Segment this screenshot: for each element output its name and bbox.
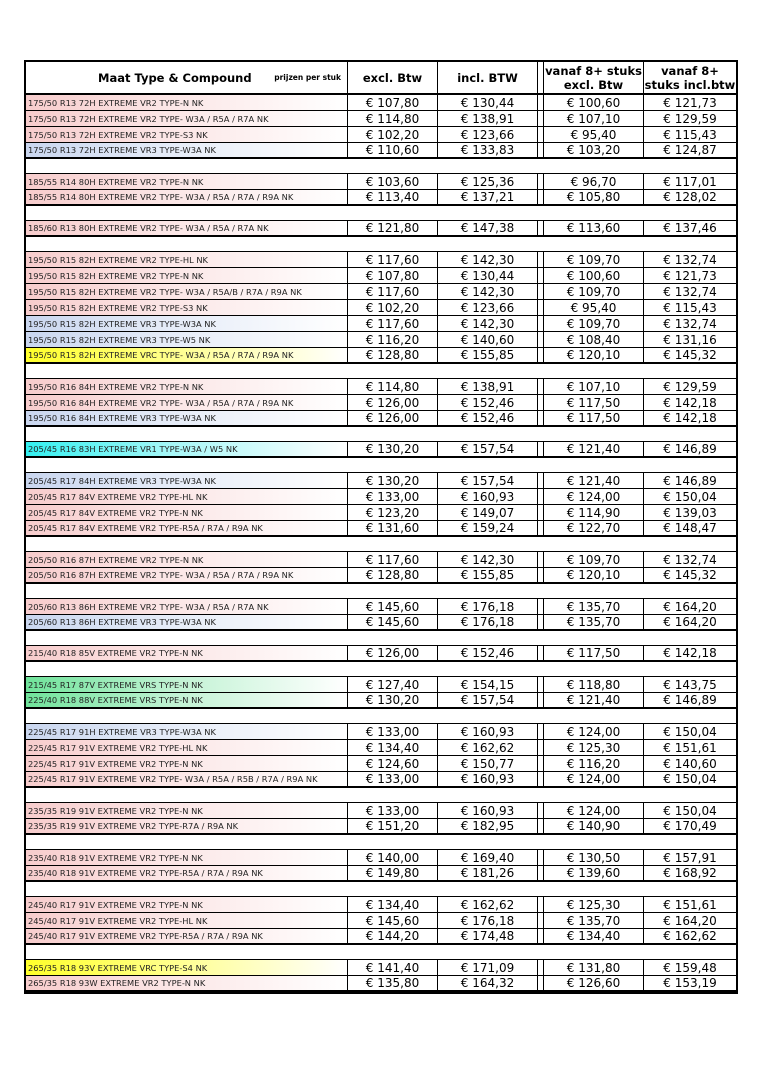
price-bulk-incl: € 129,59 (663, 111, 717, 126)
tyre-description: 225/45 R17 91V EXTREME VR2 TYPE-HL NK (26, 740, 348, 755)
tyre-description: 225/45 R17 91H EXTREME VR3 TYPE-W3A NK (26, 724, 348, 739)
tyre-description: 245/40 R17 91V EXTREME VR2 TYPE-HL NK (26, 913, 348, 928)
group-separator (26, 364, 736, 379)
price-bulk-incl: € 142,18 (663, 395, 717, 410)
price-excl-btw: € 124,60 (348, 756, 438, 771)
price-incl-btw: € 176,18 (438, 913, 538, 928)
price-excl-btw: € 145,60 (348, 615, 438, 629)
price-bulk-excl: € 107,10 (544, 111, 644, 126)
price-incl-btw: € 123,66 (438, 127, 538, 142)
tyre-description: 205/45 R16 83H EXTREME VR1 TYPE-W3A / W5 NK (26, 442, 348, 456)
price-incl-btw: € 169,40 (438, 850, 538, 865)
table-row (26, 316, 736, 332)
price-bulk-excl: € 121,40 (544, 442, 644, 456)
table-row (26, 268, 736, 284)
price-bulk-incl: € 150,04 (663, 489, 717, 504)
header-type-label: Maat Type & Compound (98, 70, 252, 85)
table-row (26, 221, 736, 237)
price-incl-btw: € 142,30 (438, 252, 538, 267)
tyre-description: 235/35 R19 91V EXTREME VR2 TYPE-R7A / R9A NK (26, 819, 348, 833)
price-excl-btw: € 102,20 (348, 300, 438, 315)
tyre-description: 195/50 R15 82H EXTREME VR2 TYPE-N NK (26, 268, 348, 283)
price-excl-btw: € 102,20 (348, 127, 438, 142)
table-row (26, 960, 736, 976)
price-incl-btw: € 152,46 (438, 411, 538, 425)
table-row (26, 646, 736, 662)
price-excl-btw: € 107,80 (348, 268, 438, 283)
price-excl-btw: € 117,60 (348, 284, 438, 299)
price-excl-btw: € 128,80 (348, 568, 438, 582)
price-bulk-incl: € 132,74 (663, 284, 717, 299)
price-bulk-incl: € 128,02 (663, 190, 717, 204)
price-incl-btw: € 142,30 (438, 316, 538, 331)
price-excl-btw: € 117,60 (348, 252, 438, 267)
tyre-description: 205/50 R16 87H EXTREME VR2 TYPE- W3A / R5A / R7A / R9A NK (26, 568, 348, 582)
price-bulk-excl: € 108,40 (544, 332, 644, 347)
price-bulk-incl: € 157,91 (663, 850, 717, 865)
table-row (26, 379, 736, 395)
price-incl-btw: € 160,93 (438, 803, 538, 818)
price-excl-btw: € 121,80 (348, 221, 438, 235)
price-bulk-excl: € 117,50 (544, 646, 644, 660)
table-row (26, 850, 736, 866)
price-incl-btw: € 157,54 (438, 473, 538, 488)
price-excl-btw: € 135,80 (348, 976, 438, 990)
price-bulk-excl: € 139,60 (544, 866, 644, 880)
tyre-description: 175/50 R13 72H EXTREME VR2 TYPE- W3A / R5A / R7A NK (26, 111, 348, 126)
tyre-description: 225/40 R18 88V EXTREME VRS TYPE-N NK (26, 693, 348, 707)
price-bulk-incl: € 164,20 (663, 615, 717, 629)
price-bulk-excl: € 140,90 (544, 819, 644, 833)
price-excl-btw: € 145,60 (348, 599, 438, 614)
price-bulk-excl: € 109,70 (544, 284, 644, 299)
table-row (26, 929, 736, 945)
price-bulk-excl: € 117,50 (544, 411, 644, 425)
tyre-description: 245/40 R17 91V EXTREME VR2 TYPE-R5A / R7A / R9A NK (26, 929, 348, 943)
table-row (26, 111, 736, 127)
price-incl-btw: € 147,38 (438, 221, 538, 235)
price-bulk-incl: € 132,74 (663, 552, 717, 567)
tyre-description: 225/45 R17 91V EXTREME VR2 TYPE- W3A / R5A / R5B / R7A / R9A NK (26, 772, 348, 786)
price-bulk-excl: € 124,00 (544, 489, 644, 504)
price-bulk-incl: € 148,47 (663, 521, 717, 535)
price-excl-btw: € 113,40 (348, 190, 438, 204)
price-bulk-incl: € 151,61 (663, 740, 717, 755)
tyre-description: 195/50 R15 82H EXTREME VR3 TYPE-W3A NK (26, 316, 348, 331)
group-separator (26, 709, 736, 724)
price-bulk-excl: € 126,60 (544, 976, 644, 990)
price-bulk-incl: € 153,19 (663, 976, 717, 990)
group-separator (26, 662, 736, 677)
price-incl-btw: € 157,54 (438, 693, 538, 707)
price-bulk-incl: € 150,04 (663, 772, 717, 786)
price-bulk-excl: € 120,10 (544, 348, 644, 362)
price-excl-btw: € 133,00 (348, 803, 438, 818)
price-excl-btw: € 140,00 (348, 850, 438, 865)
table-row (26, 190, 736, 206)
tyre-description: 185/55 R14 80H EXTREME VR2 TYPE- W3A / R5A / R7A / R9A NK (26, 190, 348, 204)
group-separator (26, 945, 736, 960)
price-bulk-incl: € 140,60 (663, 756, 717, 771)
price-excl-btw: € 131,60 (348, 521, 438, 535)
table-row (26, 724, 736, 740)
price-excl-btw: € 134,40 (348, 897, 438, 912)
price-incl-btw: € 138,91 (438, 111, 538, 126)
price-incl-btw: € 176,18 (438, 599, 538, 614)
group-separator (26, 584, 736, 599)
price-bulk-incl: € 170,49 (663, 819, 717, 833)
price-incl-btw: € 123,66 (438, 300, 538, 315)
price-bulk-incl: € 145,32 (663, 348, 717, 362)
tyre-description: 245/40 R17 91V EXTREME VR2 TYPE-N NK (26, 897, 348, 912)
price-excl-btw: € 127,40 (348, 677, 438, 692)
tyre-description: 235/40 R18 91V EXTREME VR2 TYPE-R5A / R7A / R9A NK (26, 866, 348, 880)
price-incl-btw: € 160,93 (438, 772, 538, 786)
table-row (26, 411, 736, 427)
header-price-note: prijzen per stuk (274, 73, 341, 82)
price-bulk-incl: € 142,18 (663, 411, 717, 425)
table-row (26, 143, 736, 159)
tyre-description: 195/50 R15 82H EXTREME VR2 TYPE- W3A / R5A/B / R7A / R9A NK (26, 284, 348, 299)
price-bulk-excl: € 121,40 (544, 693, 644, 707)
table-row (26, 913, 736, 929)
table-row (26, 174, 736, 190)
tyre-description: 265/35 R18 93W EXTREME VR2 TYPE-N NK (26, 976, 348, 990)
table-row (26, 740, 736, 756)
price-excl-btw: € 126,00 (348, 395, 438, 410)
table-row (26, 819, 736, 835)
price-bulk-incl: € 150,04 (663, 724, 717, 739)
price-bulk-excl: € 134,40 (544, 929, 644, 943)
price-incl-btw: € 174,48 (438, 929, 538, 943)
group-separator (26, 882, 736, 897)
table-row (26, 677, 736, 693)
price-excl-btw: € 126,00 (348, 646, 438, 660)
table-row (26, 300, 736, 316)
price-bulk-excl: € 116,20 (544, 756, 644, 771)
table-row (26, 866, 736, 882)
price-bulk-excl: € 109,70 (544, 252, 644, 267)
price-bulk-excl: € 125,30 (544, 897, 644, 912)
tyre-description: 195/50 R15 82H EXTREME VRC TYPE- W3A / R5A / R7A / R9A NK (26, 348, 348, 362)
price-bulk-excl: € 100,60 (544, 95, 644, 110)
price-incl-btw: € 154,15 (438, 677, 538, 692)
price-bulk-incl: € 162,62 (663, 929, 717, 943)
table-row (26, 332, 736, 348)
price-bulk-excl: € 118,80 (544, 677, 644, 692)
price-incl-btw: € 130,44 (438, 268, 538, 283)
group-separator (26, 631, 736, 646)
price-bulk-excl: € 121,40 (544, 473, 644, 488)
price-excl-btw: € 126,00 (348, 411, 438, 425)
price-bulk-excl: € 95,40 (544, 127, 644, 142)
tyre-description: 235/40 R18 91V EXTREME VR2 TYPE-N NK (26, 850, 348, 865)
price-incl-btw: € 140,60 (438, 332, 538, 347)
price-incl-btw: € 130,44 (438, 95, 538, 110)
price-excl-btw: € 117,60 (348, 316, 438, 331)
price-excl-btw: € 141,40 (348, 960, 438, 975)
tyre-description: 235/35 R19 91V EXTREME VR2 TYPE-N NK (26, 803, 348, 818)
table-row (26, 521, 736, 537)
price-incl-btw: € 142,30 (438, 284, 538, 299)
table-header (26, 62, 736, 95)
price-bulk-incl: € 139,03 (663, 505, 717, 520)
price-excl-btw: € 114,80 (348, 379, 438, 394)
price-incl-btw: € 171,09 (438, 960, 538, 975)
price-incl-btw: € 152,46 (438, 395, 538, 410)
table-row (26, 772, 736, 788)
price-excl-btw: € 130,20 (348, 473, 438, 488)
price-excl-btw: € 133,00 (348, 772, 438, 786)
table-row (26, 756, 736, 772)
tyre-description: 205/60 R13 86H EXTREME VR3 TYPE-W3A NK (26, 615, 348, 629)
table-row (26, 442, 736, 458)
price-bulk-incl: € 124,87 (663, 143, 717, 157)
price-bulk-incl: € 129,59 (663, 379, 717, 394)
tyre-description: 265/35 R18 93V EXTREME VRC TYPE-S4 NK (26, 960, 348, 975)
tyre-description: 205/45 R17 84H EXTREME VR3 TYPE-W3A NK (26, 473, 348, 488)
price-incl-btw: € 181,26 (438, 866, 538, 880)
price-excl-btw: € 114,80 (348, 111, 438, 126)
table-row (26, 803, 736, 819)
price-bulk-excl: € 120,10 (544, 568, 644, 582)
price-incl-btw: € 176,18 (438, 615, 538, 629)
price-bulk-incl: € 115,43 (663, 300, 717, 315)
price-excl-btw: € 123,20 (348, 505, 438, 520)
price-bulk-incl: € 164,20 (663, 913, 717, 928)
price-incl-btw: € 160,93 (438, 489, 538, 504)
price-bulk-excl: € 109,70 (544, 552, 644, 567)
price-excl-btw: € 151,20 (348, 819, 438, 833)
header-incl-btw: incl. BTW (438, 62, 538, 93)
price-bulk-excl: € 124,00 (544, 772, 644, 786)
price-bulk-incl: € 121,73 (663, 95, 717, 110)
table-row (26, 976, 736, 992)
price-excl-btw: € 110,60 (348, 143, 438, 157)
tyre-description: 195/50 R16 84H EXTREME VR2 TYPE-N NK (26, 379, 348, 394)
table-row (26, 552, 736, 568)
price-bulk-incl: € 115,43 (663, 127, 717, 142)
tyre-description: 175/50 R13 72H EXTREME VR3 TYPE-W3A NK (26, 143, 348, 157)
group-separator (26, 788, 736, 803)
tyre-description: 185/55 R14 80H EXTREME VR2 TYPE-N NK (26, 174, 348, 189)
price-bulk-excl: € 103,20 (544, 143, 644, 157)
price-bulk-excl: € 109,70 (544, 316, 644, 331)
price-excl-btw: € 133,00 (348, 489, 438, 504)
price-excl-btw: € 117,60 (348, 552, 438, 567)
price-bulk-incl: € 168,92 (663, 866, 717, 880)
price-excl-btw: € 116,20 (348, 332, 438, 347)
header-excl-btw: excl. Btw (348, 62, 438, 93)
price-excl-btw: € 130,20 (348, 442, 438, 456)
price-incl-btw: € 142,30 (438, 552, 538, 567)
table-row (26, 693, 736, 709)
tyre-description: 215/40 R18 85V EXTREME VR2 TYPE-N NK (26, 646, 348, 660)
price-bulk-incl: € 159,48 (663, 960, 717, 975)
price-incl-btw: € 160,93 (438, 724, 538, 739)
group-separator (26, 237, 736, 252)
price-table (24, 60, 738, 994)
tyre-description: 195/50 R16 84H EXTREME VR2 TYPE- W3A / R5A / R7A / R9A NK (26, 395, 348, 410)
table-row (26, 348, 736, 364)
price-bulk-incl: € 143,75 (663, 677, 717, 692)
price-incl-btw: € 155,85 (438, 568, 538, 582)
tyre-description: 215/45 R17 87V EXTREME VRS TYPE-N NK (26, 677, 348, 692)
price-incl-btw: € 137,21 (438, 190, 538, 204)
price-bulk-incl: € 142,18 (663, 646, 717, 660)
price-incl-btw: € 162,62 (438, 897, 538, 912)
price-bulk-excl: € 117,50 (544, 395, 644, 410)
price-incl-btw: € 159,24 (438, 521, 538, 535)
table-row (26, 395, 736, 411)
price-bulk-incl: € 145,32 (663, 568, 717, 582)
price-incl-btw: € 162,62 (438, 740, 538, 755)
price-bulk-excl: € 95,40 (544, 300, 644, 315)
header-bulk-excl: vanaf 8+ stuks excl. Btw (544, 62, 644, 93)
price-incl-btw: € 157,54 (438, 442, 538, 456)
price-bulk-incl: € 146,89 (663, 473, 717, 488)
table-row (26, 284, 736, 300)
price-bulk-incl: € 117,01 (663, 174, 717, 189)
price-excl-btw: € 144,20 (348, 929, 438, 943)
price-incl-btw: € 138,91 (438, 379, 538, 394)
table-row (26, 252, 736, 268)
price-bulk-excl: € 124,00 (544, 803, 644, 818)
price-bulk-incl: € 146,89 (663, 442, 717, 456)
table-row (26, 95, 736, 111)
tyre-description: 205/45 R17 84V EXTREME VR2 TYPE-N NK (26, 505, 348, 520)
table-row (26, 599, 736, 615)
price-bulk-incl: € 132,74 (663, 252, 717, 267)
price-bulk-incl: € 164,20 (663, 599, 717, 614)
price-bulk-incl: € 146,89 (663, 693, 717, 707)
tyre-description: 225/45 R17 91V EXTREME VR2 TYPE-N NK (26, 756, 348, 771)
group-separator (26, 206, 736, 221)
price-bulk-incl: € 132,74 (663, 316, 717, 331)
price-bulk-incl: € 131,16 (663, 332, 717, 347)
price-bulk-incl: € 137,46 (663, 221, 717, 235)
tyre-description: 195/50 R15 82H EXTREME VR3 TYPE-W5 NK (26, 332, 348, 347)
table-row (26, 473, 736, 489)
tyre-description: 205/60 R13 86H EXTREME VR2 TYPE- W3A / R5A / R7A NK (26, 599, 348, 614)
tyre-description: 205/45 R17 84V EXTREME VR2 TYPE-HL NK (26, 489, 348, 504)
table-row (26, 615, 736, 631)
price-excl-btw: € 103,60 (348, 174, 438, 189)
price-bulk-excl: € 113,60 (544, 221, 644, 235)
price-excl-btw: € 130,20 (348, 693, 438, 707)
price-incl-btw: € 150,77 (438, 756, 538, 771)
price-excl-btw: € 128,80 (348, 348, 438, 362)
header-type-compound (26, 62, 348, 93)
header-bulk-incl: vanaf 8+ stuks incl.btw (644, 63, 736, 92)
price-excl-btw: € 133,00 (348, 724, 438, 739)
price-bulk-incl: € 150,04 (663, 803, 717, 818)
price-bulk-excl: € 100,60 (544, 268, 644, 283)
table-row (26, 489, 736, 505)
price-bulk-excl: € 107,10 (544, 379, 644, 394)
group-separator (26, 159, 736, 174)
tyre-description: 195/50 R15 82H EXTREME VR2 TYPE-S3 NK (26, 300, 348, 315)
price-bulk-excl: € 131,80 (544, 960, 644, 975)
price-bulk-excl: € 96,70 (544, 174, 644, 189)
table-row (26, 897, 736, 913)
price-incl-btw: € 133,83 (438, 143, 538, 157)
price-incl-btw: € 125,36 (438, 174, 538, 189)
table-body (26, 95, 736, 992)
group-separator (26, 537, 736, 552)
tyre-description: 195/50 R15 82H EXTREME VR2 TYPE-HL NK (26, 252, 348, 267)
tyre-description: 175/50 R13 72H EXTREME VR2 TYPE-N NK (26, 95, 348, 110)
price-excl-btw: € 145,60 (348, 913, 438, 928)
tyre-description: 185/60 R13 80H EXTREME VR2 TYPE- W3A / R5A / R7A NK (26, 221, 348, 235)
price-incl-btw: € 155,85 (438, 348, 538, 362)
price-bulk-excl: € 105,80 (544, 190, 644, 204)
price-excl-btw: € 149,80 (348, 866, 438, 880)
tyre-description: 205/50 R16 87H EXTREME VR2 TYPE-N NK (26, 552, 348, 567)
price-incl-btw: € 152,46 (438, 646, 538, 660)
price-bulk-incl: € 121,73 (663, 268, 717, 283)
price-incl-btw: € 149,07 (438, 505, 538, 520)
price-bulk-excl: € 135,70 (544, 615, 644, 629)
price-bulk-excl: € 124,00 (544, 724, 644, 739)
price-bulk-excl: € 135,70 (544, 599, 644, 614)
table-row (26, 127, 736, 143)
price-bulk-excl: € 130,50 (544, 850, 644, 865)
price-excl-btw: € 107,80 (348, 95, 438, 110)
group-separator (26, 427, 736, 442)
price-incl-btw: € 182,95 (438, 819, 538, 833)
price-bulk-excl: € 114,90 (544, 505, 644, 520)
tyre-description: 195/50 R16 84H EXTREME VR3 TYPE-W3A NK (26, 411, 348, 425)
group-separator (26, 835, 736, 850)
price-bulk-excl: € 135,70 (544, 913, 644, 928)
table-row (26, 568, 736, 584)
table-row (26, 505, 736, 521)
price-bulk-excl: € 122,70 (544, 521, 644, 535)
price-incl-btw: € 164,32 (438, 976, 538, 990)
tyre-description: 205/45 R17 84V EXTREME VR2 TYPE-R5A / R7A / R9A NK (26, 521, 348, 535)
group-separator (26, 458, 736, 473)
tyre-description: 175/50 R13 72H EXTREME VR2 TYPE-S3 NK (26, 127, 348, 142)
price-bulk-excl: € 125,30 (544, 740, 644, 755)
price-bulk-incl: € 151,61 (663, 897, 717, 912)
price-excl-btw: € 134,40 (348, 740, 438, 755)
